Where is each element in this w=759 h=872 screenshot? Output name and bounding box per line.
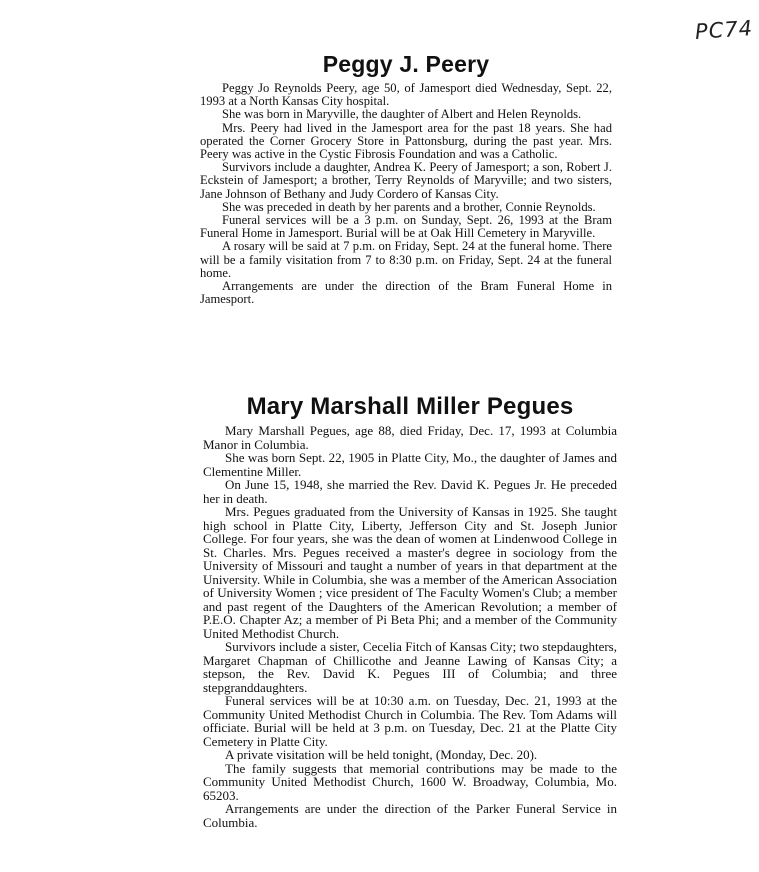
- obituary-paragraph: Survivors include a daughter, Andrea K. Peery of Jamesport; a son, Robert J. Eckstein of Jamesport; a brother, Terry Reynolds of Maryville; and two sisters, Jane Johnson of Bethany and Judy Cordero of Kansas City.: [200, 160, 612, 201]
- obituary-paragraph: Mrs. Peery had lived in the Jamesport area for the past 18 years. She had operated the Corner Grocery Store in Pattonsburg, during the past year. Mrs. Peery was active in the Cystic Fibrosis Foundation and was a Catholic.: [200, 120, 612, 162]
- obituary-paragraph: Mary Marshall Pegues, age 88, died Friday, Dec. 17, 1993 at Columbia Manor in Columbia.: [203, 423, 617, 452]
- obituary-paragraph: She was born in Maryville, the daughter of Albert and Helen Reynolds.: [222, 107, 582, 122]
- obituary-paragraph: A rosary will be said at 7 p.m. on Friday, Sept. 24 at the funeral home. There will be a family visitation from 7 to 8:30 p.m. on Friday, Sept. 24 at the funeral home.: [200, 239, 612, 280]
- handwritten-corner-note: PC74: [694, 16, 754, 44]
- obituary-paragraph: Funeral services will be a 3 p.m. on Sunday, Sept. 26, 1993 at the Bram Funeral Home in Jamesport. Burial will be at Oak Hill Cemetery in Maryville.: [200, 213, 612, 241]
- obituary-paragraph: Peggy Jo Reynolds Peery, age 50, of Jamesport died Wednesday, Sept. 22, 1993 at a North Kansas City hospital.: [200, 81, 612, 109]
- obituary-peggy-peery: [200, 50, 612, 306]
- obituary-headline: Mary Marshall Miller Pegues: [246, 393, 574, 420]
- obituary-paragraph: Survivors include a sister, Cecelia Fitch of Kansas City; two stepdaughters, Margaret Chapman of Chillicothe and Jeanne Lawing of Kansas City; a stepson, the Rev. David K. Pegues III of Columbia; and three stepgranddaughters.: [203, 639, 617, 695]
- obituary-headline: Peggy J. Peery: [322, 51, 490, 77]
- obituary-paragraph: Arrangements are under the direction of the Bram Funeral Home in Jamesport.: [200, 279, 612, 307]
- obituary-paragraph: Mrs. Pegues graduated from the University of Kansas in 1925. She taught high school in Platte City, Liberty, Jefferson City and St. Joseph Junior College. For four years, she was the dean of women at Lindenwood College in St. Charles. Mrs. Pegues received a master's degree in sociology from the University of Missouri and taught a number of years in that department at the University. While in Columbia, she was a member of the American Association of University Women ; vice president of The Faculty Women's Club; a member and past regent of the Daughters of the American Revolution; a member of P.E.O. Chapter Az; a member of Pi Beta Phi; and a member of the Community United Methodist Church.: [203, 504, 617, 641]
- obituary-paragraph: She was preceded in death by her parents and a brother, Connie Reynolds.: [222, 199, 596, 214]
- obituary-paragraph: On June 15, 1948, she married the Rev. David K. Pegues Jr. He preceded her in death.: [203, 477, 617, 506]
- obituary-paragraph: Arrangements are under the direction of the Parker Funeral Service in Columbia.: [203, 801, 617, 830]
- obituary-paragraph: A private visitation will be held tonight, (Monday, Dec. 20).: [225, 747, 538, 762]
- obituary-paragraph: Funeral services will be at 10:30 a.m. on Tuesday, Dec. 21, 1993 at the Community United Methodist Church in Columbia. The Rev. Tom Adams will officiate. Burial will be held at 3 p.m. on Tuesday, Dec. 21 at the Platte City Cemetery in Platte City.: [203, 693, 617, 749]
- obituary-paragraph: She was born Sept. 22, 1905 in Platte City, Mo., the daughter of James and Clementine Miller.: [203, 450, 617, 479]
- obituary-mary-pegues: [203, 393, 617, 829]
- obituary-paragraph: The family suggests that memorial contributions may be made to the Community United Methodist Church, 1600 W. Broadway, Columbia, Mo. 65203.: [203, 760, 617, 803]
